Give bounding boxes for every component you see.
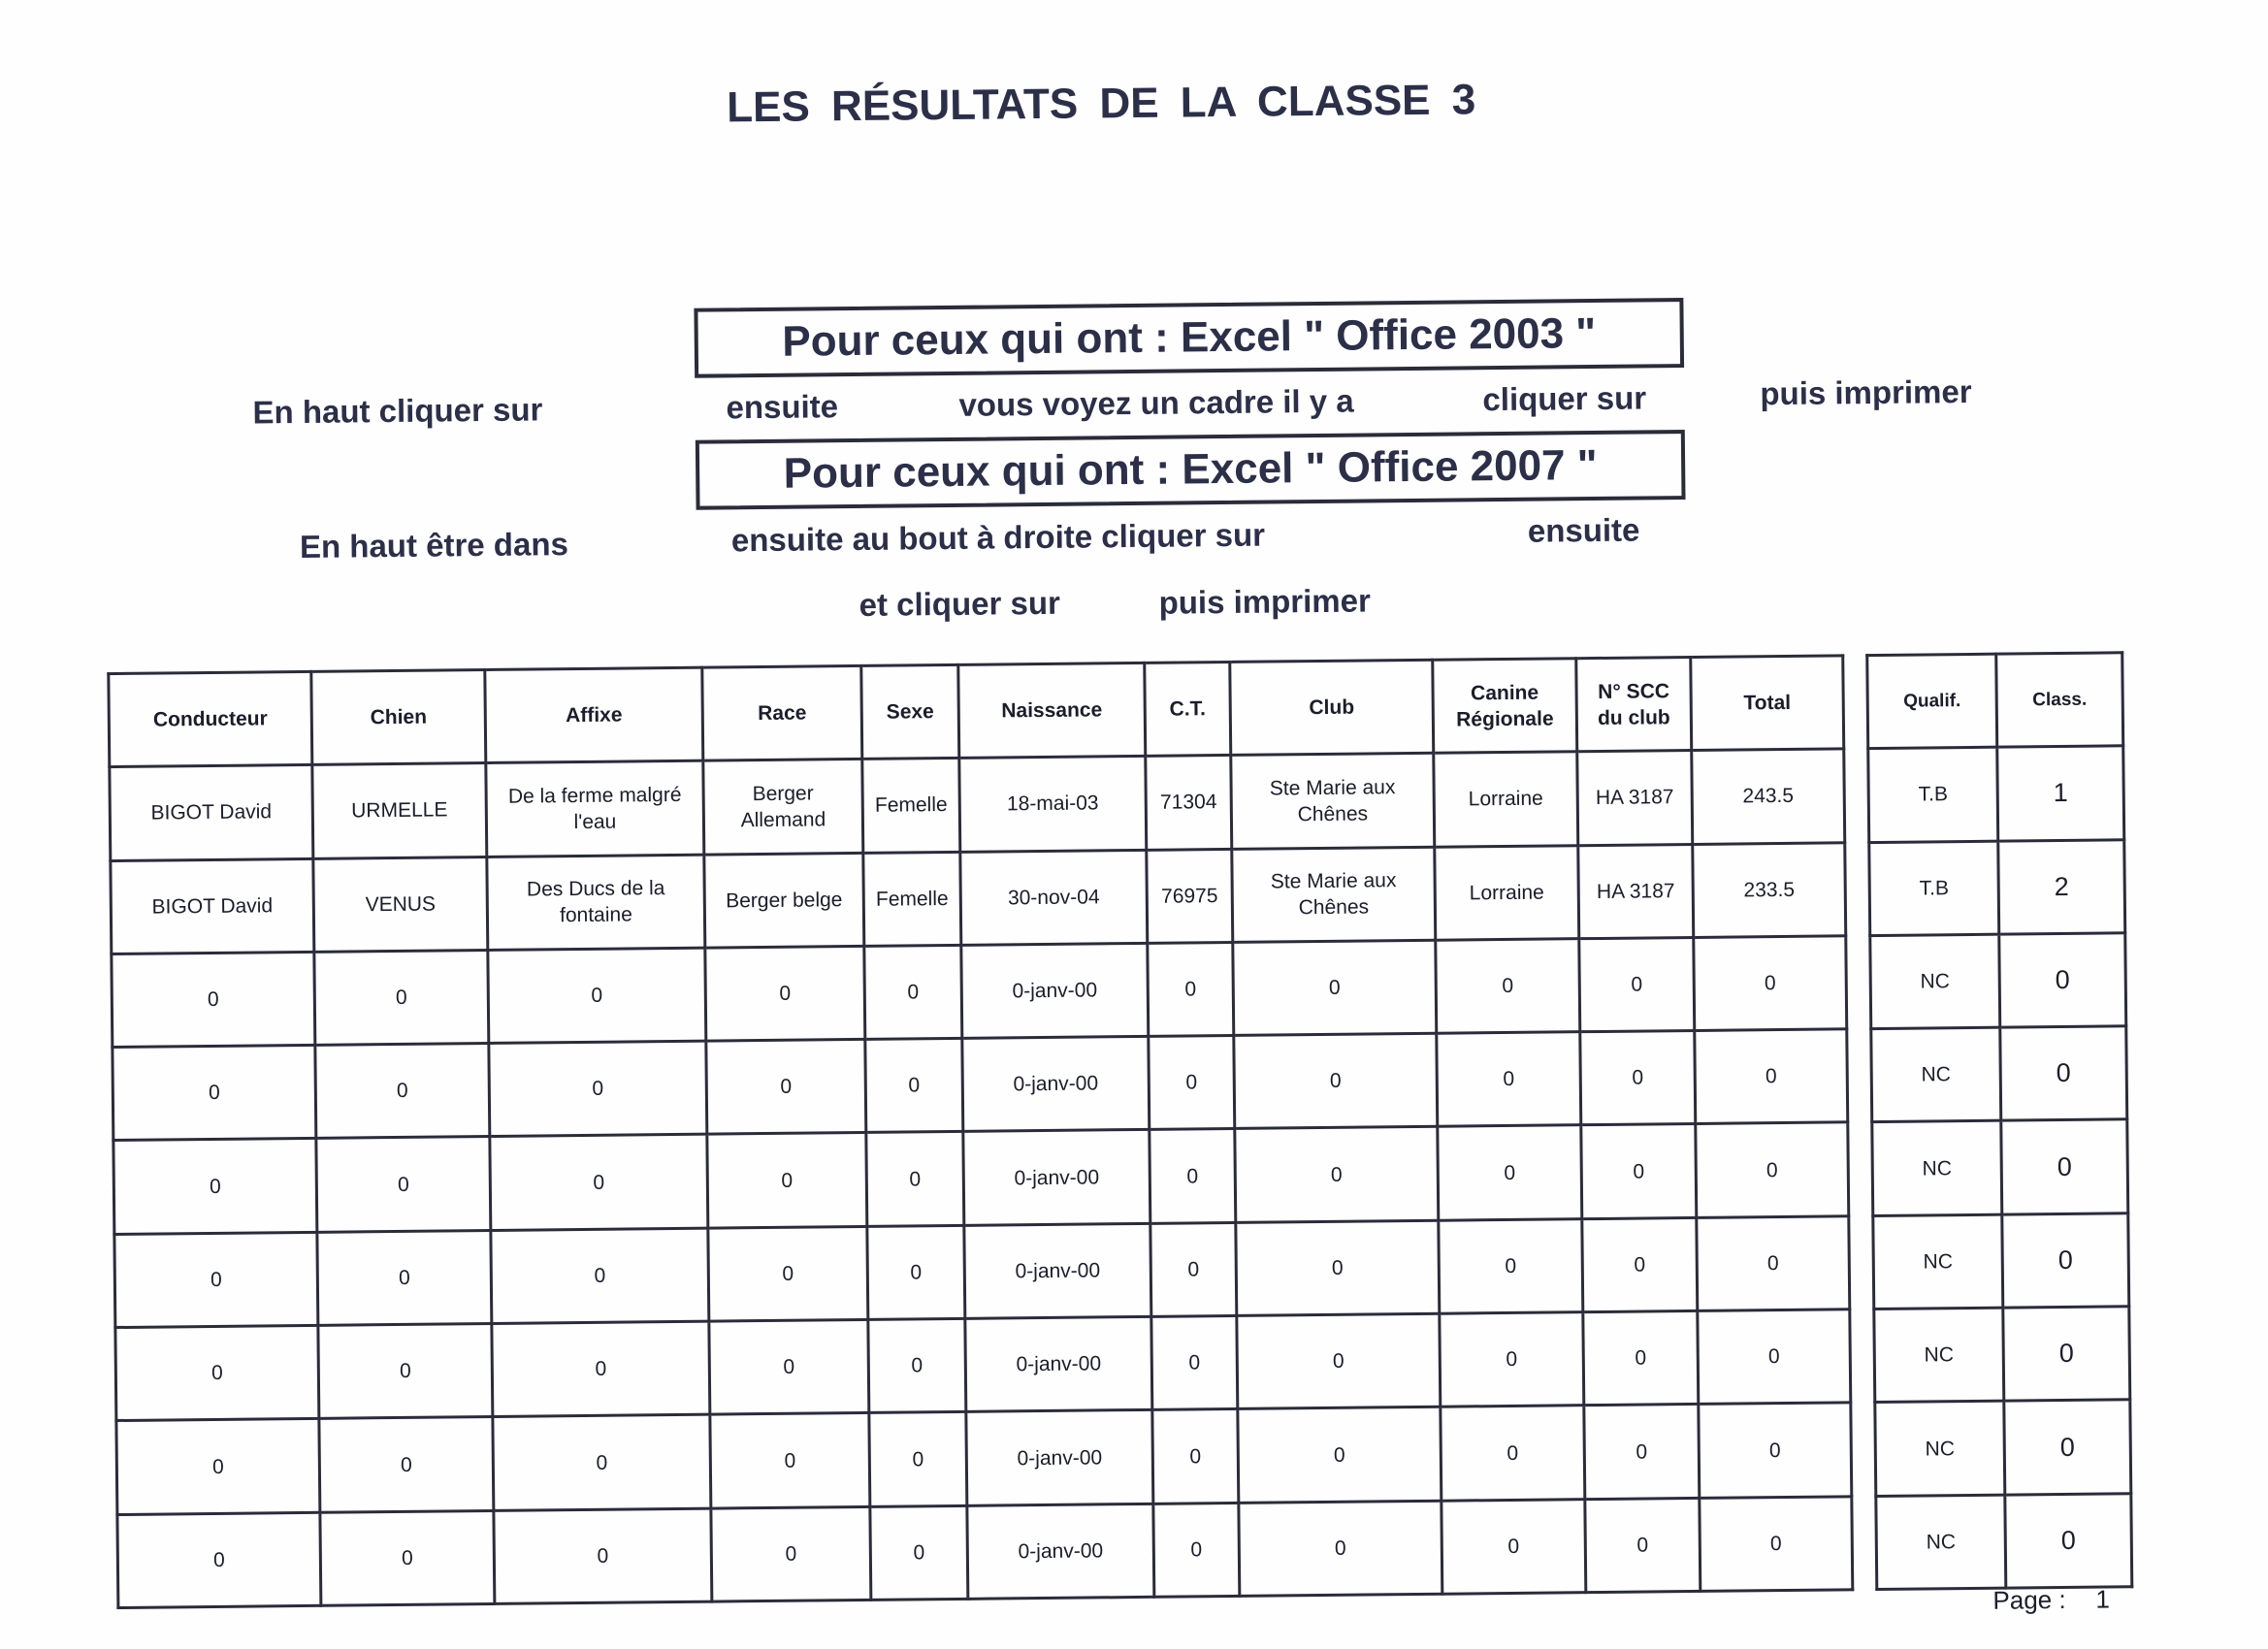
cell-club: Ste Marie aux Chênes [1231, 754, 1435, 849]
cell-sexe: 0 [866, 1132, 964, 1226]
cell-ct: 0 [1148, 942, 1234, 1036]
cell-class: 0 [2004, 1400, 2131, 1495]
table-row [1876, 1493, 2132, 1589]
header-class: Class. [1996, 653, 2123, 748]
table-row [112, 936, 1847, 1048]
cell-ct: 0 [1151, 1315, 1238, 1409]
header-total: Total [1691, 656, 1844, 751]
header-naissance: Naissance [958, 663, 1146, 758]
cell-chien: 0 [319, 1417, 494, 1512]
table-row [1869, 839, 2125, 935]
cell-conducteur: 0 [116, 1419, 320, 1514]
table-row [114, 1216, 1850, 1328]
cell-canine-regionale: 0 [1437, 1032, 1581, 1127]
results-table [107, 654, 1854, 1609]
cell-affixe: Des Ducs de la fontaine [487, 855, 705, 951]
cell-naissance: 0-janv-00 [965, 1316, 1152, 1411]
cell-club: Ste Marie aux Chênes [1232, 847, 1436, 942]
table-row [117, 1496, 1853, 1607]
cell-race: 0 [710, 1413, 870, 1508]
cell-affixe: 0 [489, 1041, 707, 1137]
cell-class: 0 [2002, 1213, 2129, 1309]
page-number-label: Page : [1993, 1584, 2066, 1615]
cell-ct: 0 [1153, 1503, 1240, 1597]
cell-canine-regionale: Lorraine [1434, 752, 1578, 847]
cell-race: 0 [707, 1133, 867, 1228]
cell-conducteur: 0 [117, 1512, 321, 1607]
table-row [1872, 1119, 2128, 1215]
cell-chien: 0 [317, 1230, 492, 1325]
cell-ct: 0 [1150, 1222, 1237, 1316]
cell-canine-regionale: 0 [1440, 1312, 1584, 1407]
header-chien: Chien [311, 669, 486, 764]
office-2003-step-5: puis imprimer [1760, 372, 1972, 412]
cell-qualif: NC [1875, 1402, 2005, 1497]
cell-naissance: 0-janv-00 [963, 1130, 1150, 1225]
table-row [1871, 1026, 2127, 1122]
cell-canine-regionale: 0 [1438, 1125, 1582, 1220]
page-title: LES RÉSULTATS DE LA CLASSE 3 [726, 76, 1476, 132]
cell-class: 0 [2001, 1119, 2128, 1214]
cell-canine-regionale: 0 [1442, 1499, 1586, 1594]
cell-total: 233.5 [1693, 842, 1846, 937]
cell-affixe: 0 [488, 948, 706, 1044]
header-conducteur: Conducteur [109, 671, 312, 766]
cell-race: Berger Allemand [703, 760, 863, 855]
ranking-header-row [1867, 653, 2123, 749]
cell-ct: 0 [1149, 1036, 1235, 1130]
cell-ct: 71304 [1146, 756, 1232, 850]
cell-canine-regionale: 0 [1439, 1218, 1583, 1313]
cell-affixe: 0 [493, 1414, 711, 1510]
cell-total: 0 [1694, 936, 1847, 1031]
cell-scc-club: 0 [1580, 1031, 1696, 1126]
table-row [110, 749, 1845, 860]
cell-club: 0 [1239, 1501, 1442, 1596]
cell-conducteur: BIGOT David [110, 765, 313, 860]
table-row [1868, 746, 2124, 842]
table-row [113, 1122, 1849, 1234]
cell-chien: 0 [316, 1137, 491, 1232]
cell-sexe: Femelle [863, 852, 961, 946]
ranking-table [1865, 651, 2133, 1591]
cell-scc-club: 0 [1581, 1124, 1697, 1219]
cell-club: 0 [1235, 1127, 1439, 1222]
cell-scc-club: HA 3187 [1577, 751, 1693, 846]
cell-qualif: NC [1876, 1495, 2006, 1590]
header-race: Race [702, 665, 862, 760]
cell-sexe: 0 [870, 1505, 968, 1600]
cell-chien: URMELLE [312, 763, 487, 858]
cell-club: 0 [1238, 1407, 1442, 1503]
cell-affixe: 0 [492, 1321, 710, 1417]
cell-scc-club: 0 [1583, 1311, 1699, 1406]
cell-qualif: T.B [1868, 747, 1998, 842]
cell-total: 0 [1700, 1496, 1853, 1591]
office-2003-box [694, 298, 1684, 378]
page-number: 1 [2095, 1584, 2111, 1614]
header-scc-club: N° SCC du club [1576, 657, 1692, 752]
cell-conducteur: 0 [112, 952, 315, 1047]
table-row [1873, 1213, 2129, 1310]
cell-sexe: 0 [869, 1412, 967, 1506]
cell-chien: VENUS [313, 857, 488, 952]
table-row [115, 1310, 1851, 1421]
cell-ct: 76975 [1147, 849, 1233, 943]
cell-qualif: T.B [1869, 841, 1999, 936]
header-sexe: Sexe [861, 664, 959, 759]
cell-total: 0 [1698, 1310, 1851, 1405]
cell-canine-regionale: 0 [1436, 939, 1580, 1034]
cell-sexe: Femelle [862, 759, 960, 853]
cell-total: 0 [1699, 1403, 1852, 1498]
table-row [1874, 1307, 2130, 1403]
office-2003-step-2: ensuite [726, 388, 839, 426]
cell-sexe: 0 [865, 1039, 963, 1133]
office-2007-box [696, 430, 1686, 510]
cell-class: 0 [1999, 933, 2126, 1028]
cell-total: 0 [1695, 1029, 1848, 1124]
cell-race: 0 [711, 1506, 871, 1601]
cell-chien: 0 [315, 1044, 490, 1139]
table-row [113, 1029, 1848, 1141]
cell-qualif: NC [1870, 934, 2000, 1029]
cell-naissance: 0-janv-00 [962, 1037, 1150, 1132]
cell-canine-regionale: Lorraine [1435, 845, 1579, 940]
office-2003-step-3: vous voyez un cadre il y a [958, 382, 1354, 423]
header-qualif: Qualif. [1867, 654, 1997, 749]
table-header-row [109, 656, 1844, 767]
cell-class: 0 [2000, 1026, 2127, 1121]
cell-conducteur: 0 [115, 1325, 319, 1420]
cell-class: 2 [1998, 839, 2125, 934]
cell-affixe: 0 [490, 1135, 708, 1231]
cell-conducteur: 0 [113, 1139, 317, 1234]
cell-affixe: 0 [494, 1508, 712, 1604]
office-2003-step-4: cliquer sur [1482, 379, 1647, 418]
cell-race: 0 [705, 946, 865, 1041]
header-canine-regionale: Canine Régionale [1433, 659, 1577, 754]
cell-ct: 0 [1152, 1409, 1239, 1504]
cell-qualif: NC [1873, 1214, 2003, 1310]
table-row [1875, 1400, 2131, 1496]
cell-class: 1 [1997, 746, 2124, 841]
cell-class: 0 [2005, 1493, 2132, 1588]
cell-scc-club: HA 3187 [1578, 844, 1694, 939]
office-2007-step-5: puis imprimer [1158, 582, 1372, 621]
table-row [1870, 933, 2126, 1029]
cell-qualif: NC [1874, 1308, 2004, 1403]
page-content [89, 48, 2162, 1640]
cell-class: 0 [2003, 1307, 2130, 1402]
cell-qualif: NC [1871, 1027, 2001, 1122]
cell-qualif: NC [1872, 1121, 2002, 1216]
cell-sexe: 0 [868, 1318, 966, 1412]
table-row [111, 842, 1846, 954]
cell-naissance: 0-janv-00 [966, 1410, 1153, 1505]
header-club: Club [1230, 660, 1434, 755]
office-2007-step-1: En haut être dans [299, 526, 569, 565]
cell-naissance: 0-janv-00 [961, 943, 1149, 1038]
cell-race: Berger belge [704, 853, 864, 948]
cell-total: 0 [1696, 1122, 1849, 1217]
cell-sexe: 0 [864, 945, 962, 1039]
cell-chien: 0 [320, 1510, 495, 1605]
cell-naissance: 0-janv-00 [967, 1504, 1154, 1599]
cell-total: 243.5 [1692, 749, 1845, 844]
cell-conducteur: 0 [114, 1232, 318, 1327]
cell-club: 0 [1237, 1313, 1441, 1408]
cell-canine-regionale: 0 [1441, 1406, 1585, 1501]
cell-scc-club: 0 [1582, 1217, 1698, 1312]
cell-club: 0 [1234, 1033, 1438, 1128]
office-2003-box-label: Pour ceux qui ont : Excel " Office 2003 " [782, 308, 1597, 366]
cell-total: 0 [1697, 1216, 1850, 1311]
cell-race: 0 [708, 1226, 868, 1321]
cell-club: 0 [1233, 940, 1437, 1035]
header-affixe: Affixe [485, 667, 703, 763]
cell-affixe: De la ferme malgré l'eau [486, 760, 704, 857]
cell-scc-club: 0 [1584, 1405, 1700, 1500]
cell-club: 0 [1236, 1220, 1440, 1315]
cell-chien: 0 [314, 950, 489, 1045]
header-ct: C.T. [1145, 662, 1231, 756]
cell-conducteur: BIGOT David [111, 858, 314, 954]
table-row [116, 1403, 1852, 1514]
cell-ct: 0 [1150, 1129, 1236, 1223]
office-2007-step-4: et cliquer sur [859, 584, 1061, 623]
cell-sexe: 0 [867, 1225, 965, 1319]
cell-race: 0 [706, 1040, 866, 1135]
office-2003-step-1: En haut cliquer sur [252, 391, 543, 431]
cell-affixe: 0 [491, 1228, 709, 1324]
cell-conducteur: 0 [113, 1046, 316, 1141]
office-2007-box-label: Pour ceux qui ont : Excel " Office 2007 " [783, 440, 1598, 498]
office-2007-step-2: ensuite au bout à droite cliquer sur [730, 516, 1266, 559]
cell-naissance: 0-janv-00 [964, 1223, 1151, 1318]
cell-scc-club: 0 [1585, 1498, 1701, 1593]
cell-chien: 0 [318, 1324, 493, 1419]
cell-naissance: 30-nov-04 [960, 850, 1148, 945]
office-2007-step-3: ensuite [1527, 511, 1640, 549]
cell-naissance: 18-mai-03 [959, 757, 1147, 852]
cell-race: 0 [709, 1319, 869, 1414]
cell-scc-club: 0 [1579, 937, 1695, 1032]
